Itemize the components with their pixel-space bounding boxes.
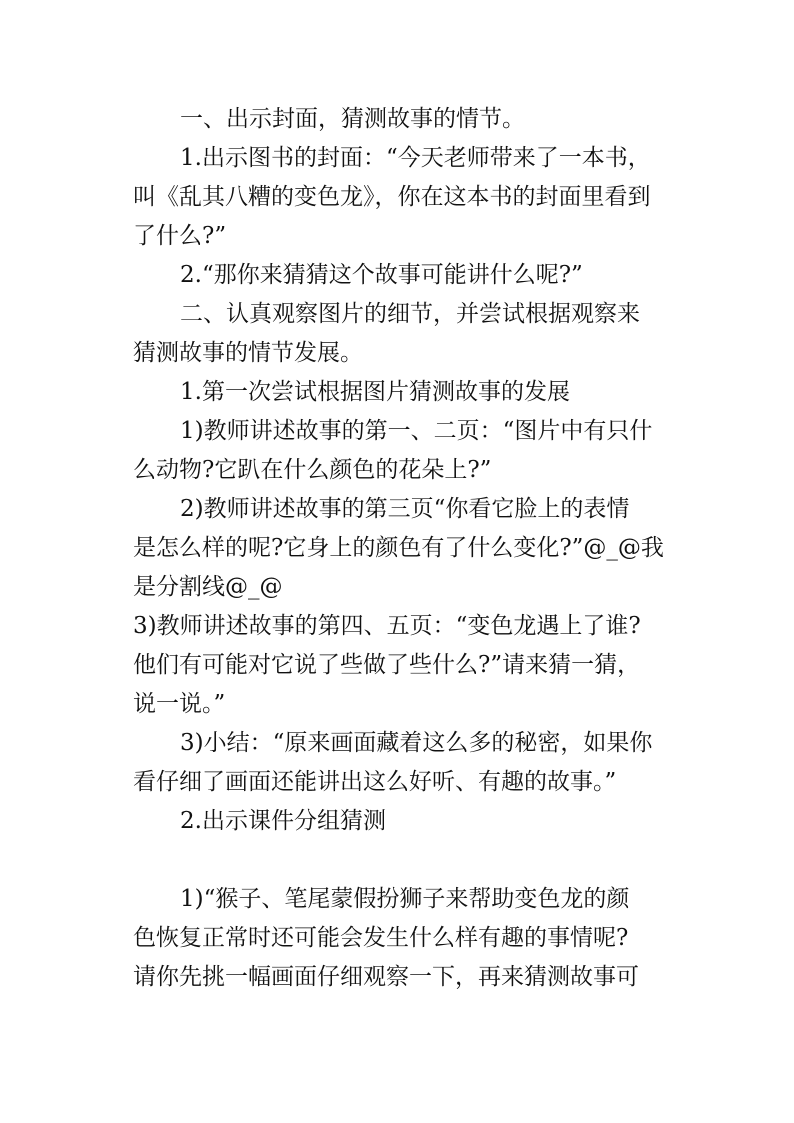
text-line: 说一说。” (133, 691, 226, 717)
text-line: 1)“猴子、笔尾蒙假扮狮子来帮助变色龙的颜 (180, 886, 630, 912)
paragraph-2-1-3 (0, 607, 794, 724)
text-line: 是分割线@_@ (133, 574, 283, 600)
paragraph-2-1-1 (0, 412, 794, 490)
text-line: 叫《乱其八糟的变色龙》，你在这本书的封面里看到 (133, 184, 651, 210)
text-line: 2)教师讲述故事的第三页“你看它脸上的表情 (180, 496, 630, 522)
paragraph-2-1-2 (0, 490, 794, 607)
text-line: 是怎么样的呢?它身上的颜色有了什么变化?”@_@我 (133, 535, 664, 561)
text-line: 猜测故事的情节发展。 (133, 340, 363, 366)
text-line: 3)小结：“原来画面藏着这么多的秘密，如果你 (180, 730, 653, 756)
paragraph-summary (0, 724, 794, 802)
section-heading-2 (0, 295, 794, 373)
section-heading-1 (0, 100, 794, 139)
text-line: 了什么?” (133, 223, 227, 249)
text-line: 他们有可能对它说了些做了些什么?”请来猜一猜， (133, 652, 641, 678)
paragraph-2-1 (0, 373, 794, 412)
text-line: 色恢复正常时还可能会发生什么样有趣的事情呢? (133, 925, 629, 951)
text-line: 1.第一次尝试根据图片猜测故事的发展 (180, 379, 570, 405)
paragraph-2-2-1 (0, 880, 794, 997)
text-line: 2.“那你来猜猜这个故事可能讲什么呢?” (180, 262, 583, 288)
text-line: 1)教师讲述故事的第一、二页：“图片中有只什 (180, 418, 653, 444)
text-line: 看仔细了画面还能讲出这么好听、有趣的故事。” (133, 769, 617, 795)
paragraph-1-2 (0, 256, 794, 295)
paragraph-2-2 (0, 802, 794, 841)
text-line: 请你先挑一幅画面仔细观察一下，再来猜测故事可 (133, 964, 639, 990)
text-line: 1.出示图书的封面：“今天老师带来了一本书， (180, 145, 651, 171)
paragraph-1-1 (0, 139, 794, 256)
text-line: 二、认真观察图片的细节，并尝试根据观察来 (180, 301, 640, 327)
text-line: 2.出示课件分组猜测 (180, 808, 386, 834)
text-line: 么动物?它趴在什么颜色的花朵上?” (133, 457, 492, 483)
text-line: 一、出示封面，猜测故事的情节。 (180, 106, 525, 132)
text-line: 3)教师讲述故事的第四、五页：“变色龙遇上了谁? (133, 613, 641, 639)
